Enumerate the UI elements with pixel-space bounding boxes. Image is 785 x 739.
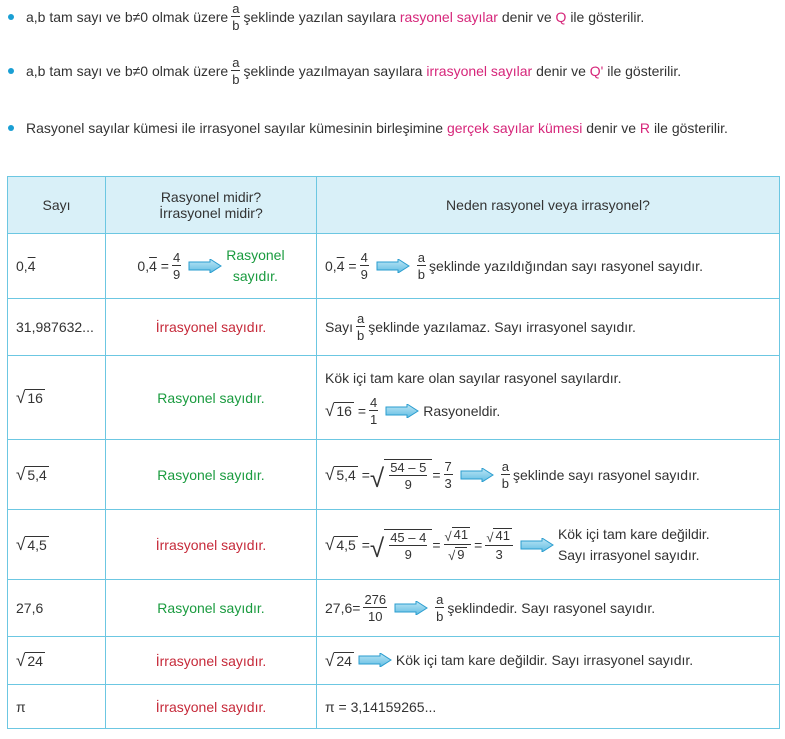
- number-classification-table: [7, 176, 780, 729]
- arrow-icon: [394, 601, 428, 615]
- cell-number: 31,987632...: [8, 299, 106, 356]
- fraction-a-over-b: $\frac{a}{b}$: [232, 1, 240, 33]
- cell-number: π: [8, 685, 106, 729]
- cell-reason: Sayı $\frac{a}{b}$ şeklinde yazılamaz. Sayı irrasyonel sayıdır.: [317, 299, 780, 356]
- table-row: [8, 685, 780, 729]
- table-row: [8, 356, 780, 440]
- cell-reason: π = 3,14159265...: [317, 685, 780, 729]
- bullet-irrational-definition: a,b tam sayı ve b≠0 olmak üzere $\frac{a}{b}$ şeklinde yazılmayan sayılara irrasyonel sayılar denir ve Q' ile gösterilir.: [8, 56, 681, 86]
- bullet-dot: [8, 125, 14, 131]
- bullet-rational-definition: a,b tam sayı ve b≠0 olmak üzere $\frac{a}{b}$ şeklinde yazılan sayılara rasyonel sayılar denir ve Q ile gösterilir.: [8, 2, 644, 32]
- symbol-q-prime: Q': [589, 63, 604, 79]
- term-real: gerçek sayılar kümesi: [446, 120, 583, 136]
- cell-reason: 0, 4 = $\frac{4}{9}$ $\frac{a}{b}$ şeklinde yazıldığından sayı rasyonel sayıdır.: [317, 234, 780, 299]
- header-number: Sayı: [8, 177, 106, 234]
- symbol-q: Q: [555, 9, 567, 25]
- bullet-real-definition: Rasyonel sayılar kümesi ile irrasyonel sayılar kümesinin birleşimine gerçek sayılar kümesi denir ve R ile gösterilir.: [8, 120, 728, 136]
- header-rational-or-irrational: Rasyonel midir? İrrasyonel midir?: [106, 177, 317, 234]
- cell-verdict: İrrasyonel sayıdır.: [106, 685, 317, 729]
- cell-reason: Kök içi tam kare olan sayılar rasyonel sayılardır. √ 16 = $\frac{4}{1}$ Rasyoneldir.: [317, 356, 780, 440]
- cell-number: 0,4: [8, 234, 106, 299]
- term-irrational: irrasyonel sayılar: [426, 63, 533, 79]
- cell-verdict: 0, 4 = $\frac{4}{9}$ Rasyonel sayıdır.: [106, 234, 317, 299]
- arrow-icon: [376, 259, 410, 273]
- cell-verdict: İrrasyonel sayıdır.: [106, 637, 317, 685]
- header-reason: Neden rasyonel veya irrasyonel?: [317, 177, 780, 234]
- cell-number: 27,6: [8, 580, 106, 637]
- bullet-dot: [8, 68, 14, 74]
- cell-reason: 27,6= $\frac{276}{10}$ $\frac{a}{b}$ şeklindedir. Sayı rasyonel sayıdır.: [317, 580, 780, 637]
- cell-number: √ 4,5: [8, 510, 106, 580]
- table-row: [8, 440, 780, 510]
- verdict-text: Rasyonel sayıdır.: [226, 247, 285, 284]
- cell-verdict: Rasyonel sayıdır.: [106, 580, 317, 637]
- cell-reason: √ 24 Kök içi tam kare değildir. Sayı irrasyonel sayıdır.: [317, 637, 780, 685]
- arrow-icon: [188, 259, 222, 273]
- arrow-icon: [385, 404, 419, 418]
- cell-number: √ 5,4: [8, 440, 106, 510]
- cell-number: √ 16: [8, 356, 106, 440]
- arrow-icon: [358, 653, 392, 667]
- bullet-dot: [8, 14, 14, 20]
- table-row: [8, 299, 780, 356]
- cell-reason: √ 5,4 = √ $\frac{54 - 5}{9}$ = $\frac{7}{3}$ $\frac{a}{b}$ şeklinde sayı rasyonel sayıdır.: [317, 440, 780, 510]
- table-header-row: [8, 177, 780, 234]
- table-row: [8, 510, 780, 580]
- arrow-icon: [520, 538, 554, 552]
- cell-verdict: İrrasyonel sayıdır.: [106, 299, 317, 356]
- table-row: [8, 234, 780, 299]
- cell-verdict: Rasyonel sayıdır.: [106, 440, 317, 510]
- term-rational: rasyonel sayılar: [399, 9, 498, 25]
- fraction-a-over-b: $\frac{a}{b}$: [232, 55, 240, 87]
- cell-reason: √ 4,5 = √ $\frac{45 - 4}{9}$ = √ 41 √ 9 = √ 41 3 Kök içi tam kare değildir. Sayı irrasyonel sayıdır.: [317, 510, 780, 580]
- arrow-icon: [460, 468, 494, 482]
- symbol-r: R: [639, 120, 651, 136]
- cell-verdict: Rasyonel sayıdır.: [106, 356, 317, 440]
- cell-verdict: İrrasyonel sayıdır.: [106, 510, 317, 580]
- table-row: [8, 637, 780, 685]
- cell-number: √ 24: [8, 637, 106, 685]
- table-row: [8, 580, 780, 637]
